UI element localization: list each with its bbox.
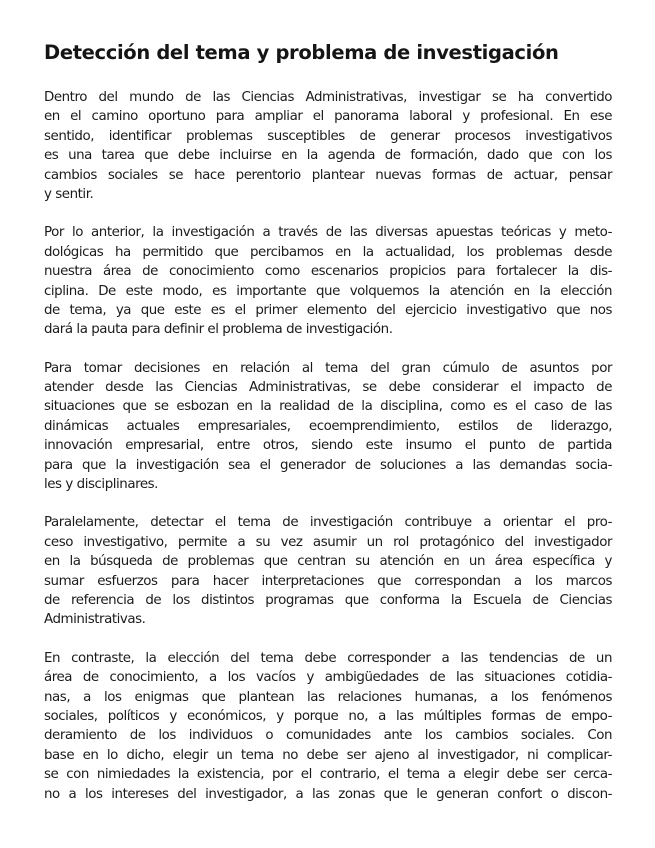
text-line: se con nimiedades la existencia, por el contrario, el tema a elegir debe ser cerca-: [44, 767, 612, 783]
paragraph-4: [44, 513, 612, 629]
text-line: En contraste, la elección del tema debe corresponder a las tendencias de un: [44, 650, 612, 666]
text-line: ceso investigativo, permite a su vez asumir un rol protagónico del investigador: [44, 534, 612, 550]
text-line: Para tomar decisiones en relación al tema del gran cúmulo de asuntos por: [44, 360, 612, 376]
text-line: de tema, ya que este es el primer elemento del ejercicio investigativo que nos: [44, 302, 612, 318]
text-line: situaciones que se esbozan en la realidad de la disciplina, como es el caso de las: [44, 399, 612, 415]
document-page: [44, 40, 612, 823]
text-line: sumar esfuerzos para hacer interpretaciones que correspondan a los marcos: [44, 573, 612, 589]
text-line: atender desde las Ciencias Administrativas, se debe considerar el impacto de: [44, 380, 612, 396]
text-line: dinámicas actuales empresariales, ecoemprendimiento, estilos de liderazgo,: [44, 418, 612, 434]
text-line: en la búsqueda de problemas que centran su atención en un área específica y: [44, 554, 612, 570]
text-line: cambios sociales se hace perentorio plantear nuevas formas de actuar, pensar: [44, 167, 612, 183]
text-line: sociales, políticos y económicos, y porque no, a las múltiples formas de empo-: [44, 708, 612, 724]
text-line: y sentir.: [44, 186, 94, 202]
text-line: es una tarea que debe incluirse en la agenda de formación, dado que con los: [44, 148, 612, 164]
text-line: les y disciplinares.: [44, 477, 158, 493]
text-line: para que la investigación sea el generador de soluciones a las demandas socia-: [44, 457, 612, 473]
paragraph-3: [44, 359, 612, 495]
paragraph-1: [44, 88, 612, 204]
text-line: nas, a los enigmas que plantean las relaciones humanas, a los fenómenos: [44, 689, 612, 705]
text-line: Dentro del mundo de las Ciencias Administrativas, investigar se ha convertido: [44, 90, 612, 105]
text-line: Por lo anterior, la investigación a través de las diversas apuestas teóricas y meto-: [44, 225, 612, 241]
text-line: sentido, identificar problemas susceptibles de generar procesos investigativos: [44, 128, 612, 144]
text-line: Administrativas.: [44, 612, 146, 628]
text-line: Paralelamente, detectar el tema de investigación contribuye a orientar el pro-: [44, 515, 612, 531]
paragraph-2: [44, 223, 612, 339]
paragraph-5: [44, 649, 612, 804]
text-line: de referencia de los distintos programas que conforma la Escuela de Ciencias: [44, 592, 612, 608]
text-line: área de conocimiento, a los vacíos y ambigüedades de las situaciones cotidia-: [44, 670, 612, 686]
text-line: en el camino oportuno para ampliar el panorama laboral y profesional. En ese: [44, 109, 612, 125]
section-title: Detección del tema y problema de investigación: [44, 41, 559, 64]
text-line: dará la pauta para definir el problema de investigación.: [44, 322, 393, 338]
text-line: innovación empresarial, entre otros, siendo este insumo el punto de partida: [44, 438, 612, 454]
text-line: nuestra área de conocimiento como escenarios propicios para fortalecer la dis-: [44, 264, 612, 280]
text-line: ciplina. De este modo, es importante que volquemos la atención en la elección: [44, 283, 612, 299]
text-line: dológicas ha permitido que percibamos en la actualidad, los problemas desde: [44, 244, 612, 260]
text-line: base en lo dicho, elegir un tema no debe ser ajeno al investigador, ni complicar-: [44, 747, 612, 763]
text-line: deramiento de los individuos o comunidades ante los cambios sociales. Con: [44, 728, 612, 744]
text-line: no a los intereses del investigador, a las zonas que le generan confort o discon-: [44, 786, 612, 802]
